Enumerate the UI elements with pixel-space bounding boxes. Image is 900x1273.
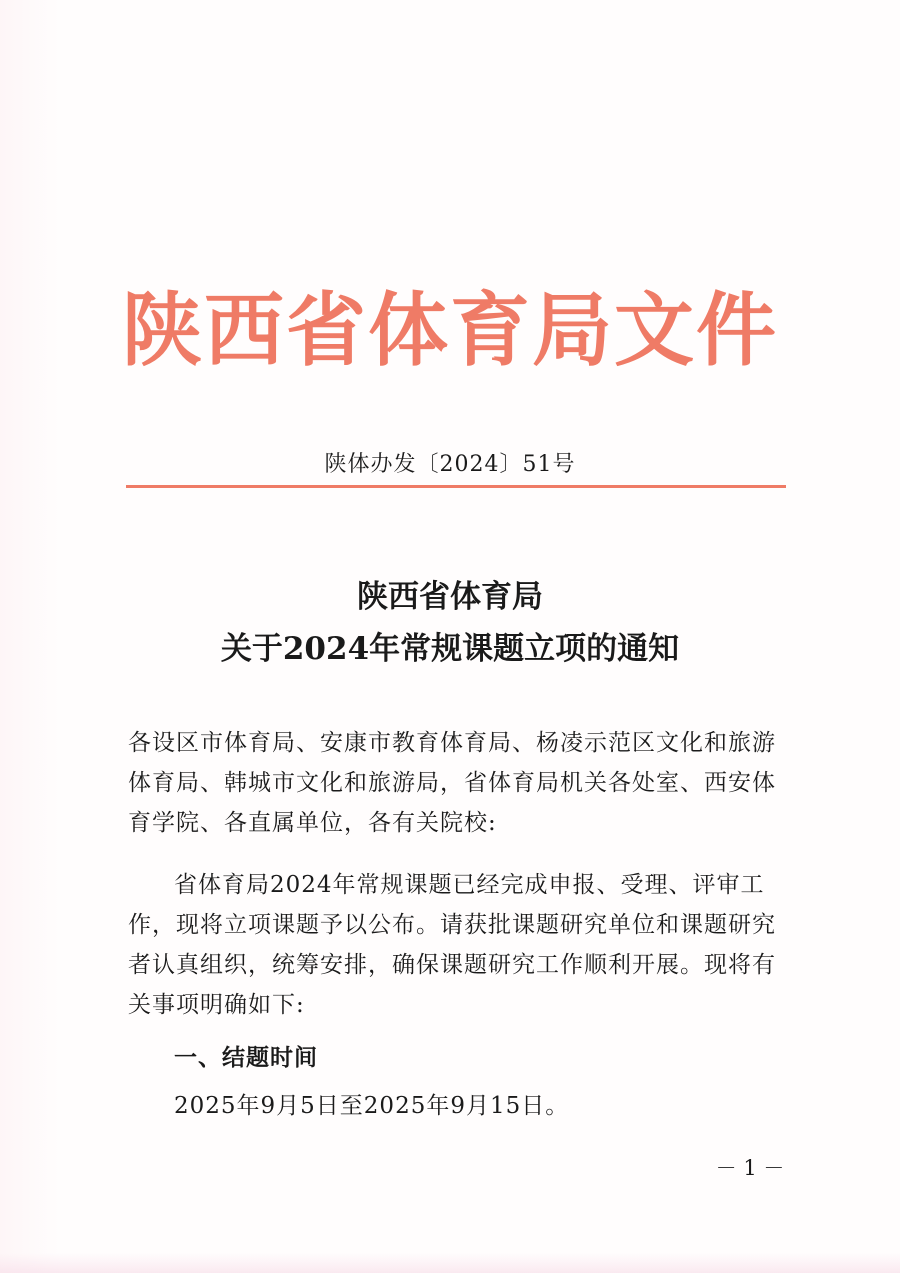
document-number: 陕体办发〔2024〕51号 — [324, 452, 576, 477]
body-paragraph: 省体育局2024年常规课题已经完成申报、受理、评审工作，现将立项课题予以公布。请获批课题研究单位和课题研究者认真组织，统筹安排，确保课题研究工作顺利开展。现将有关事项明确如下: — [128, 872, 776, 1018]
section-text: 2025年9月5日至2025年9月15日。 — [174, 1093, 570, 1119]
page-number: － 1 － — [715, 1156, 785, 1180]
title-line-1: 陕西省体育局 — [357, 579, 543, 615]
addressee-paragraph: 各设区市体育局、安康市教育体育局、杨凌示范区文化和旅游体育局、韩城市文化和旅游局，省体育局机关各处室、西安体育学院、各直属单位，各有关院校: — [128, 730, 776, 836]
red-separator-line — [126, 485, 786, 488]
scan-bottom-tint — [0, 1253, 900, 1273]
title-line-2: 关于2024年常规课题立项的通知 — [220, 631, 680, 667]
issuer-red-header: 陕西省体育局文件 — [122, 283, 778, 377]
section-heading: 一、结题时间 — [174, 1045, 318, 1071]
